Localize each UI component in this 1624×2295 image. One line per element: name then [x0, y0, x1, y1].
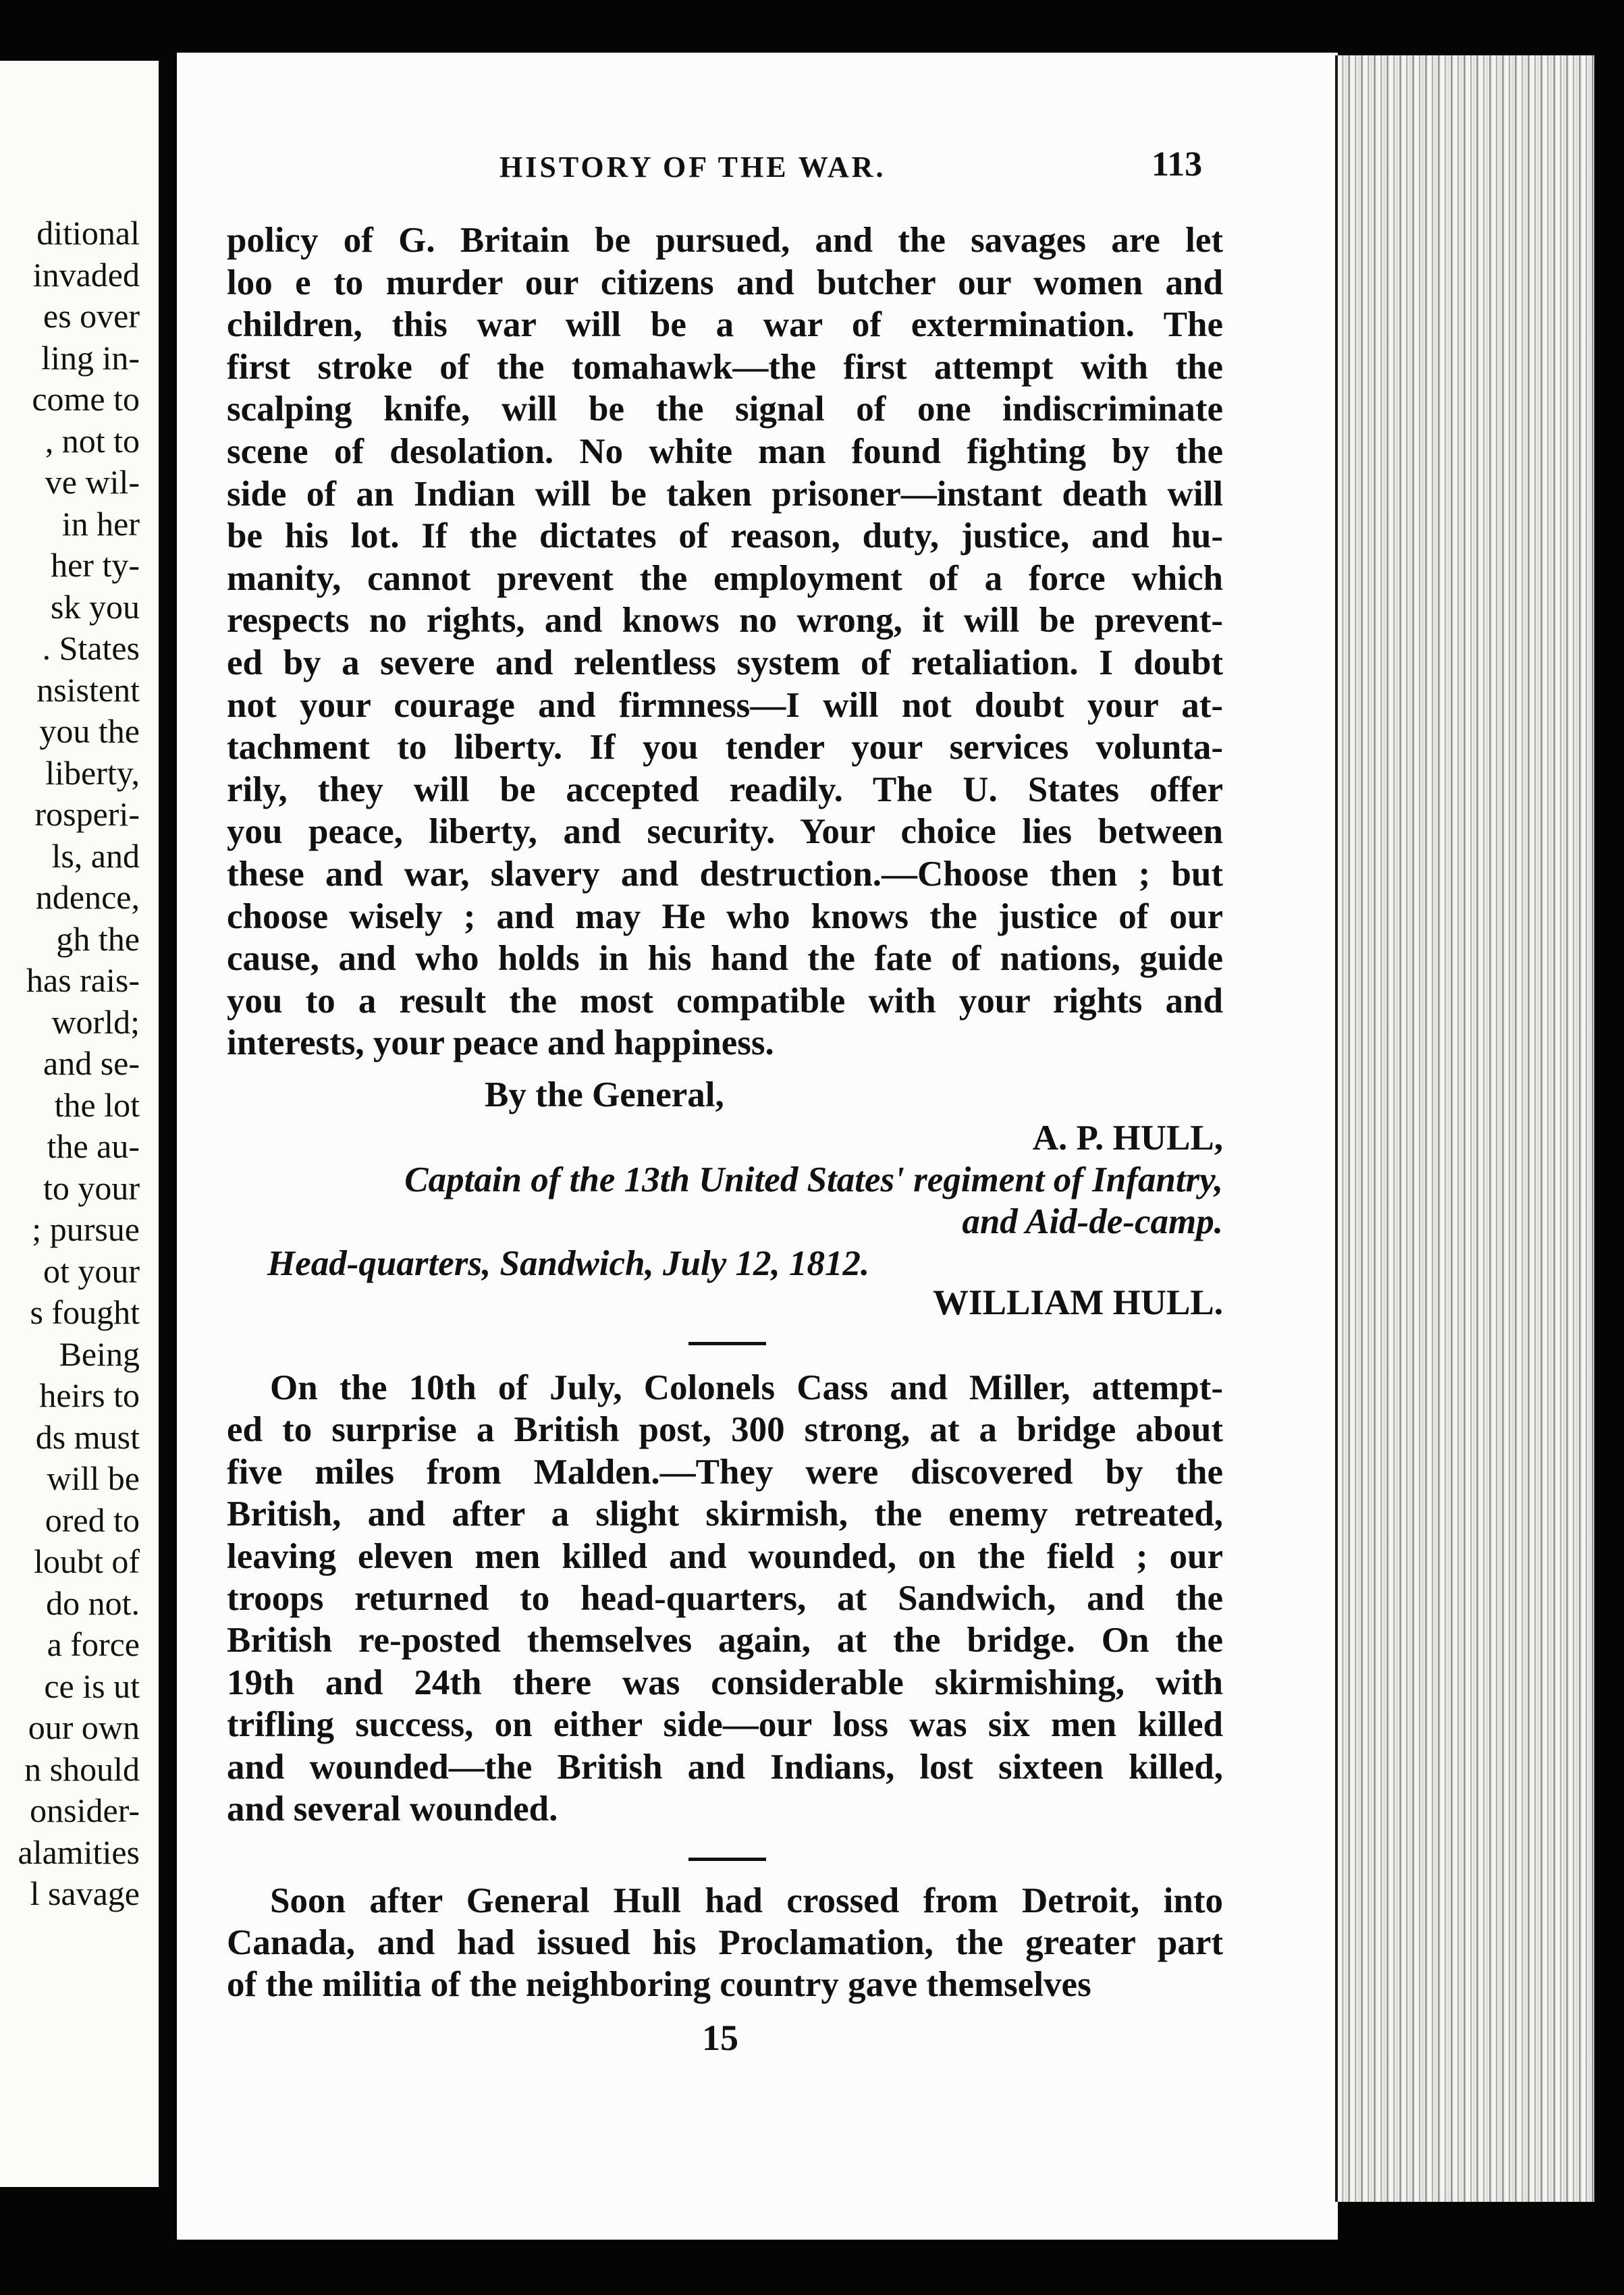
facing-page — [0, 61, 159, 2187]
running-head: HISTORY OF THE WAR. — [499, 151, 886, 184]
facing-page-line: do not. — [46, 1584, 140, 1622]
text-line: choose wisely ; and may He who knows the justice of our — [227, 896, 1223, 936]
facing-page-line: you the — [39, 712, 140, 750]
facing-page-line: alamities — [18, 1833, 140, 1871]
facing-page-line: l savage — [30, 1874, 140, 1912]
facing-page-line: heirs to — [39, 1376, 140, 1414]
facing-page-line: Being — [59, 1334, 140, 1373]
text-line: policy of G. Britain be pursued, and the savages are let — [227, 221, 1223, 260]
facing-page-line: onsider- — [30, 1791, 140, 1829]
facing-page-line: nsistent — [36, 670, 140, 709]
text-line: side of an Indian will be taken prisoner—instant death will — [227, 474, 1223, 514]
signer: WILLIAM HULL. — [933, 1283, 1223, 1322]
signature-mark: 15 — [702, 2018, 738, 2058]
facing-page-line: ls, and — [51, 836, 140, 875]
text-line: scalping knife, will be the signal of one indiscriminate — [227, 389, 1223, 429]
facing-page-line: has rais- — [26, 961, 140, 999]
facing-page-line: her ty- — [51, 546, 140, 584]
text-line: cause, and who holds in his hand the fate of nations, guide — [227, 939, 1223, 979]
facing-page-line: to your — [43, 1168, 140, 1207]
facing-page-line: ds must — [35, 1418, 140, 1456]
section-rule — [688, 1342, 766, 1345]
facing-page-line: the lot — [54, 1085, 140, 1124]
text-line: be his lot. If the dictates of reason, duty, justice, and hu- — [227, 516, 1223, 556]
text-line: interests, your peace and happiness. — [227, 1023, 774, 1063]
facing-page-line: n should — [24, 1750, 140, 1788]
text-line: Soon after General Hull had crossed from Detroit, into — [270, 1881, 1223, 1920]
page-number: 113 — [1152, 145, 1203, 184]
facing-page-line: come to — [32, 380, 140, 418]
facing-page-line: rosperi- — [34, 795, 140, 833]
facing-page-line: our own — [28, 1708, 140, 1746]
facing-page-line: ling in- — [41, 338, 140, 377]
facing-page-line: and se- — [43, 1044, 140, 1082]
text-line: rily, they will be accepted readily. The U. States offer — [227, 770, 1223, 809]
facing-page-line: s fought — [30, 1293, 140, 1331]
facing-page-line: , not to — [45, 421, 140, 460]
text-line: five miles from Malden.—They were discovered by the — [227, 1452, 1223, 1492]
facing-page-line: es over — [43, 297, 140, 335]
facing-page-line: in her — [61, 504, 140, 543]
facing-page-line: liberty, — [45, 753, 140, 792]
facing-page-line: will be — [47, 1459, 140, 1497]
facing-page-line: world; — [51, 1002, 140, 1041]
by-the-general: By the General, — [485, 1075, 724, 1114]
text-line: 19th and 24th there was considerable skirmishing, with — [227, 1663, 1223, 1702]
facing-page-line: gh the — [56, 919, 140, 958]
facing-page-line: a force — [47, 1625, 140, 1663]
facing-page-line: loubt of — [34, 1542, 140, 1580]
facing-page-line: invaded — [32, 255, 140, 294]
text-line: ed to surprise a British post, 300 strong, at a bridge about — [227, 1410, 1223, 1450]
text-line: British re-posted themselves again, at the bridge. On the — [227, 1621, 1223, 1660]
facing-page-line: . States — [42, 629, 140, 667]
text-line: Canada, and had issued his Proclamation, the greater part — [227, 1923, 1223, 1962]
text-line: manity, cannot prevent the employment of a force which — [227, 558, 1223, 598]
text-line: first stroke of the tomahawk—the first attempt with the — [227, 347, 1223, 387]
text-line: British, and after a slight skirmish, the enemy retreated, — [227, 1494, 1223, 1534]
facing-page-line: the au- — [47, 1127, 140, 1165]
facing-page-line: ve wil- — [45, 463, 140, 501]
text-line: not your courage and firmness—I will not doubt your at- — [227, 685, 1223, 725]
aide-title-line-2: and Aid-de-camp. — [962, 1202, 1223, 1241]
text-line: On the 10th of July, Colonels Cass and Miller, attempt- — [270, 1368, 1223, 1407]
facing-page-line: sk you — [51, 587, 140, 626]
text-line: tachment to liberty. If you tender your services volunta- — [227, 728, 1223, 767]
text-line: these and war, slavery and destruction.—Choose then ; but — [227, 855, 1223, 894]
dateline: Head-quarters, Sandwich, July 12, 1812. — [267, 1244, 870, 1283]
text-line: loo e to murder our citizens and butcher our women and — [227, 263, 1223, 302]
text-line: troops returned to head-quarters, at Sandwich, and the — [227, 1579, 1223, 1618]
section-rule — [688, 1858, 766, 1861]
text-line: scene of desolation. No white man found fighting by the — [227, 432, 1223, 471]
facing-page-line: ored to — [45, 1501, 140, 1539]
text-line: of the militia of the neighboring country gave themselves — [227, 1965, 1091, 2004]
text-line: respects no rights, and knows no wrong, it will be prevent- — [227, 601, 1223, 641]
page-edges — [1338, 55, 1594, 2202]
text-line: children, this war will be a war of extermination. The — [227, 305, 1223, 345]
text-line: leaving eleven men killed and wounded, on the field ; our — [227, 1536, 1223, 1576]
facing-page-line: ; pursue — [32, 1210, 140, 1248]
text-line: and wounded—the British and Indians, lost sixteen killed, — [227, 1747, 1223, 1787]
facing-page-line: ditional — [36, 214, 140, 252]
text-line: ed by a severe and relentless system of retaliation. I doubt — [227, 643, 1223, 682]
text-line: you peace, liberty, and security. Your choice lies between — [227, 812, 1223, 852]
aide-name: A. P. HULL, — [1032, 1118, 1223, 1158]
aide-title-line-1: Captain of the 13th United States' regiment of Infantry, — [404, 1160, 1223, 1199]
text-line: trifling success, on either side—our loss was six men killed — [227, 1705, 1223, 1745]
text-line: and several wounded. — [227, 1789, 558, 1829]
facing-page-line: ndence, — [35, 878, 140, 916]
text-line: you to a result the most compatible with your rights and — [227, 981, 1223, 1021]
facing-page-line: ot your — [43, 1251, 140, 1290]
facing-page-line: ce is ut — [44, 1667, 140, 1705]
